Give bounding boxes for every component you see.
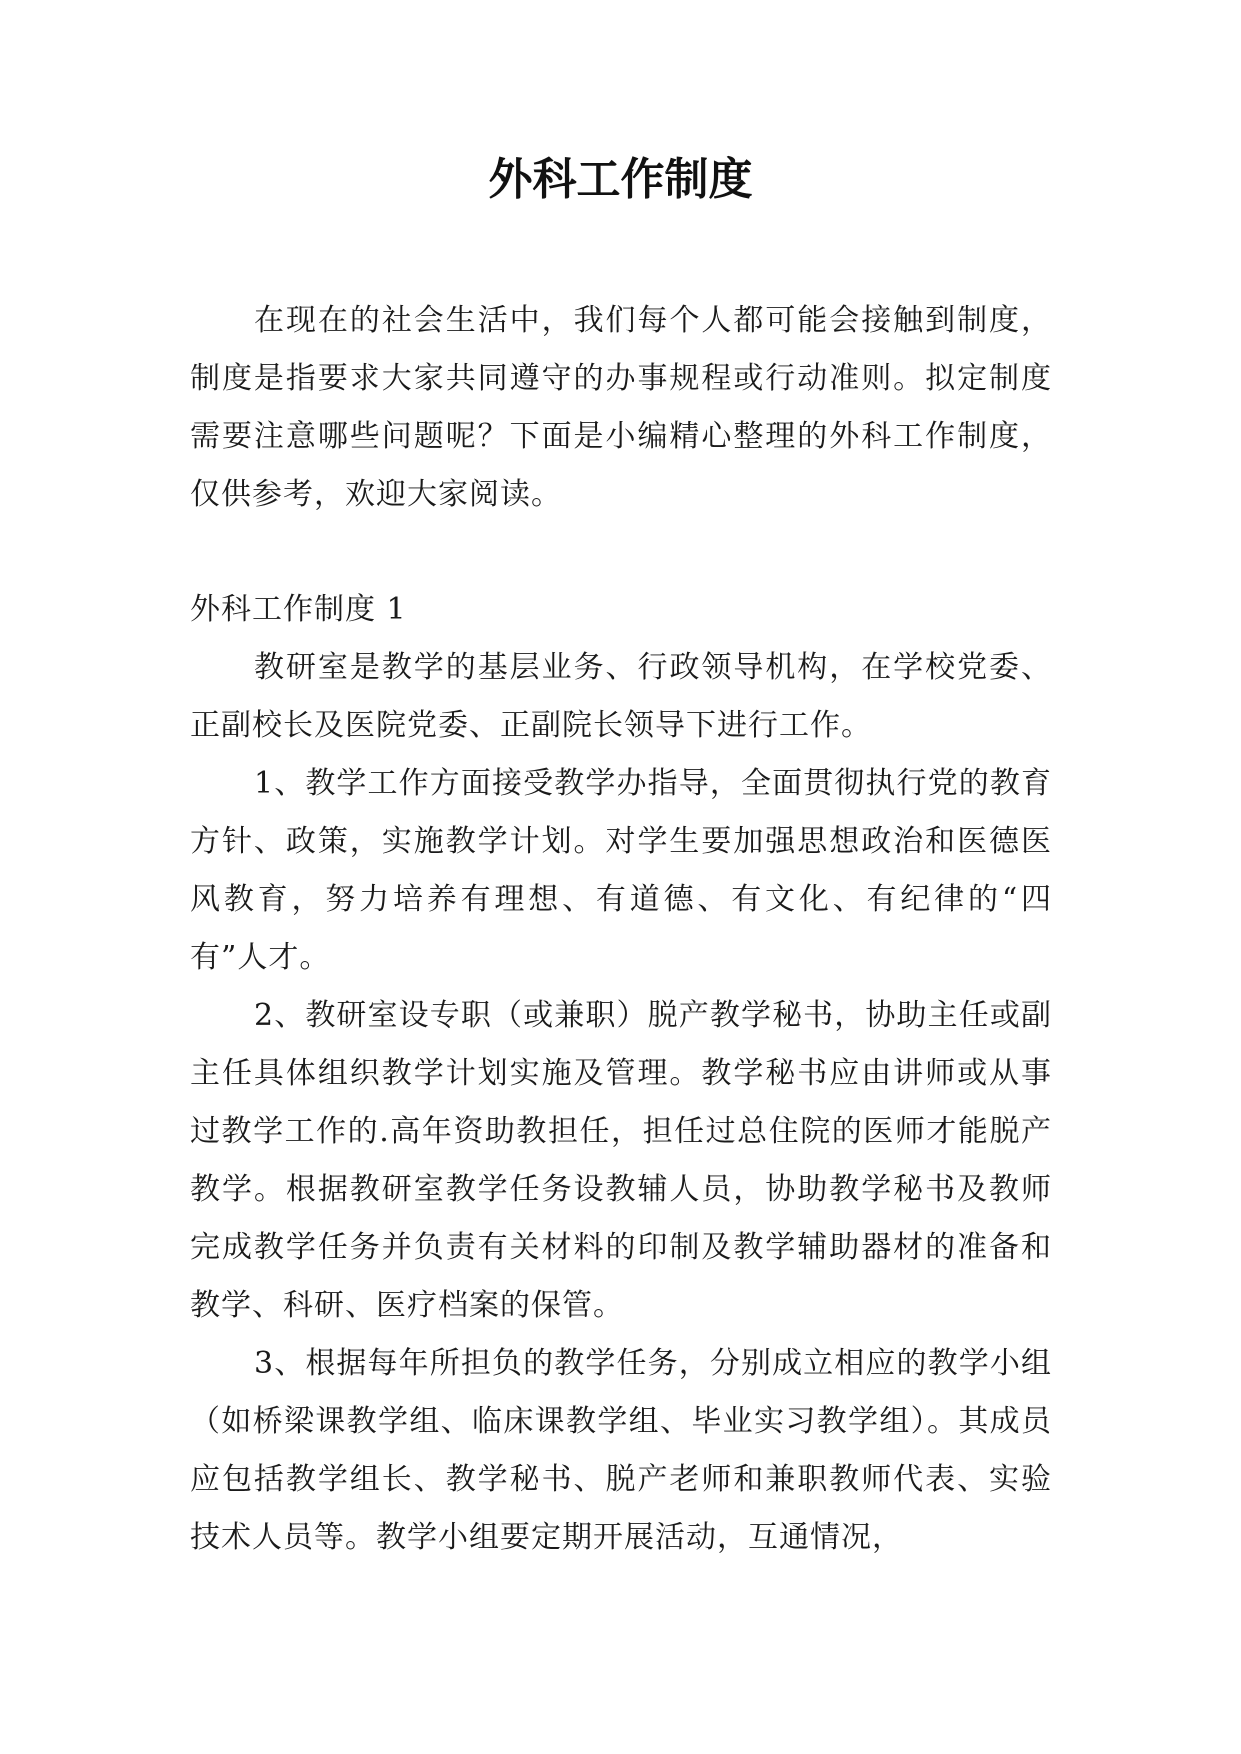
document-title: 外科工作制度 <box>488 154 753 205</box>
intro-paragraph: 在现在的社会生活中，我们每个人都可能会接触到制度，制度是指要求大家共同遵守的办事规程或行动准则。拟定制度需要注意哪些问题呢？下面是小编精心整理的外科工作制度，仅供参考，欢迎大家阅读。 <box>190 303 1052 512</box>
section-heading: 外科工作制度 1 <box>190 592 407 627</box>
paragraph-3: 2、教研室设专职（或兼职）脱产教学秘书，协助主任或副主任具体组织教学计划实施及管理。教学秘书应由讲师或从事过教学工作的.高年资助教担任，担任过总住院的医师才能脱产教学。根据教研室教学任务设教辅人员，协助教学秘书及教师完成教学任务并负责有关材料的印制及教学辅助器材的准备和教学、科研、医疗档案的保管。 <box>190 998 1052 1323</box>
paragraph-1: 教研室是教学的基层业务、行政领导机构，在学校党委、正副校长及医院党委、正副院长领导下进行工作。 <box>190 650 1052 743</box>
paragraph-4: 3、根据每年所担负的教学任务，分别成立相应的教学小组（如桥梁课教学组、临床课教学组、毕业实习教学组）。其成员应包括教学组长、教学秘书、脱产老师和兼职教师代表、实验技术人员等。教学小组要定期开展活动，互通情况， <box>190 1346 1052 1555</box>
section-body <box>190 639 1052 1567</box>
paragraph-2: 1、教学工作方面接受教学办指导，全面贯彻执行党的教育方针、政策，实施教学计划。对学生要加强思想政治和医德医风教育，努力培养有理想、有道德、有文化、有纪律的“四有”人才。 <box>190 766 1052 975</box>
